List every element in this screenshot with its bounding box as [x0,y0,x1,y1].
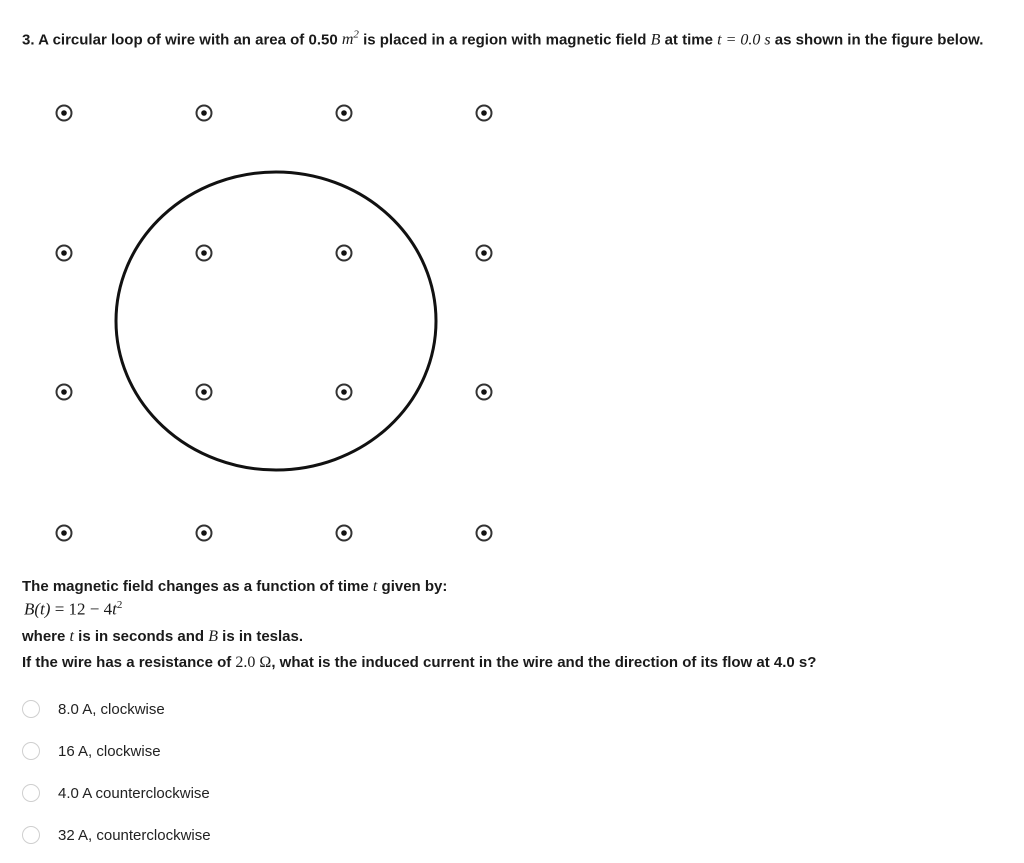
question-number: 3. [22,31,35,49]
field-out-of-page-icon [337,246,352,261]
field-out-of-page-icon [197,246,212,261]
field-formula: $B(t) = 12 - 4t^2$ [24,599,123,619]
option-label: 16 A, clockwise [58,742,161,760]
stem-text-1: A circular loop of wire with an area of 0.50 [38,31,338,49]
field-out-of-page-icon [477,106,492,121]
stem-text-2: is placed in a region with magnetic field [363,31,647,49]
area-unit: $m^2$ [341,29,359,49]
option-3[interactable] [22,772,211,814]
radio-button[interactable] [22,700,40,718]
field-out-of-page-icon [57,526,72,541]
option-label: 4.0 A counterclockwise [58,784,210,802]
radio-button[interactable] [22,784,40,802]
option-1[interactable] [22,688,211,730]
field-out-of-page-icon [57,385,72,400]
field-out-of-page-icon [57,106,72,121]
stem-text-4: as shown in the figure below. [774,31,984,49]
field-out-of-page-icon [197,526,212,541]
radio-button[interactable] [22,742,40,760]
field-out-of-page-icon [57,246,72,261]
field-out-of-page-icon [477,246,492,261]
option-label: 32 A, counterclockwise [58,826,211,844]
field-symbol: B [650,31,661,49]
field-out-of-page-icon [337,106,352,121]
stem-text-3: at time [664,31,713,49]
question-stem [22,22,1002,53]
time-expression: t = 0.0 s [717,31,771,49]
option-2[interactable] [22,730,211,772]
option-label: 8.0 A, clockwise [58,700,165,718]
description-line-1: The magnetic field changes as a function of time t given by: [22,578,448,595]
radio-button[interactable] [22,826,40,844]
option-4[interactable] [22,814,211,856]
question-prompt: If the wire has a resistance of 2.0 Ω, what is the induced current in the wire and the direction of its flow at 4.0 s? [22,654,817,671]
field-out-of-page-icon [477,385,492,400]
description-line-3: where t is in seconds and B is in teslas. [22,628,304,645]
answer-options [22,688,211,856]
field-dot-grid [57,106,492,541]
field-out-of-page-icon [337,526,352,541]
field-out-of-page-icon [197,106,212,121]
field-out-of-page-icon [337,385,352,400]
field-out-of-page-icon [477,526,492,541]
wire-loop [116,172,436,470]
field-out-of-page-icon [197,385,212,400]
